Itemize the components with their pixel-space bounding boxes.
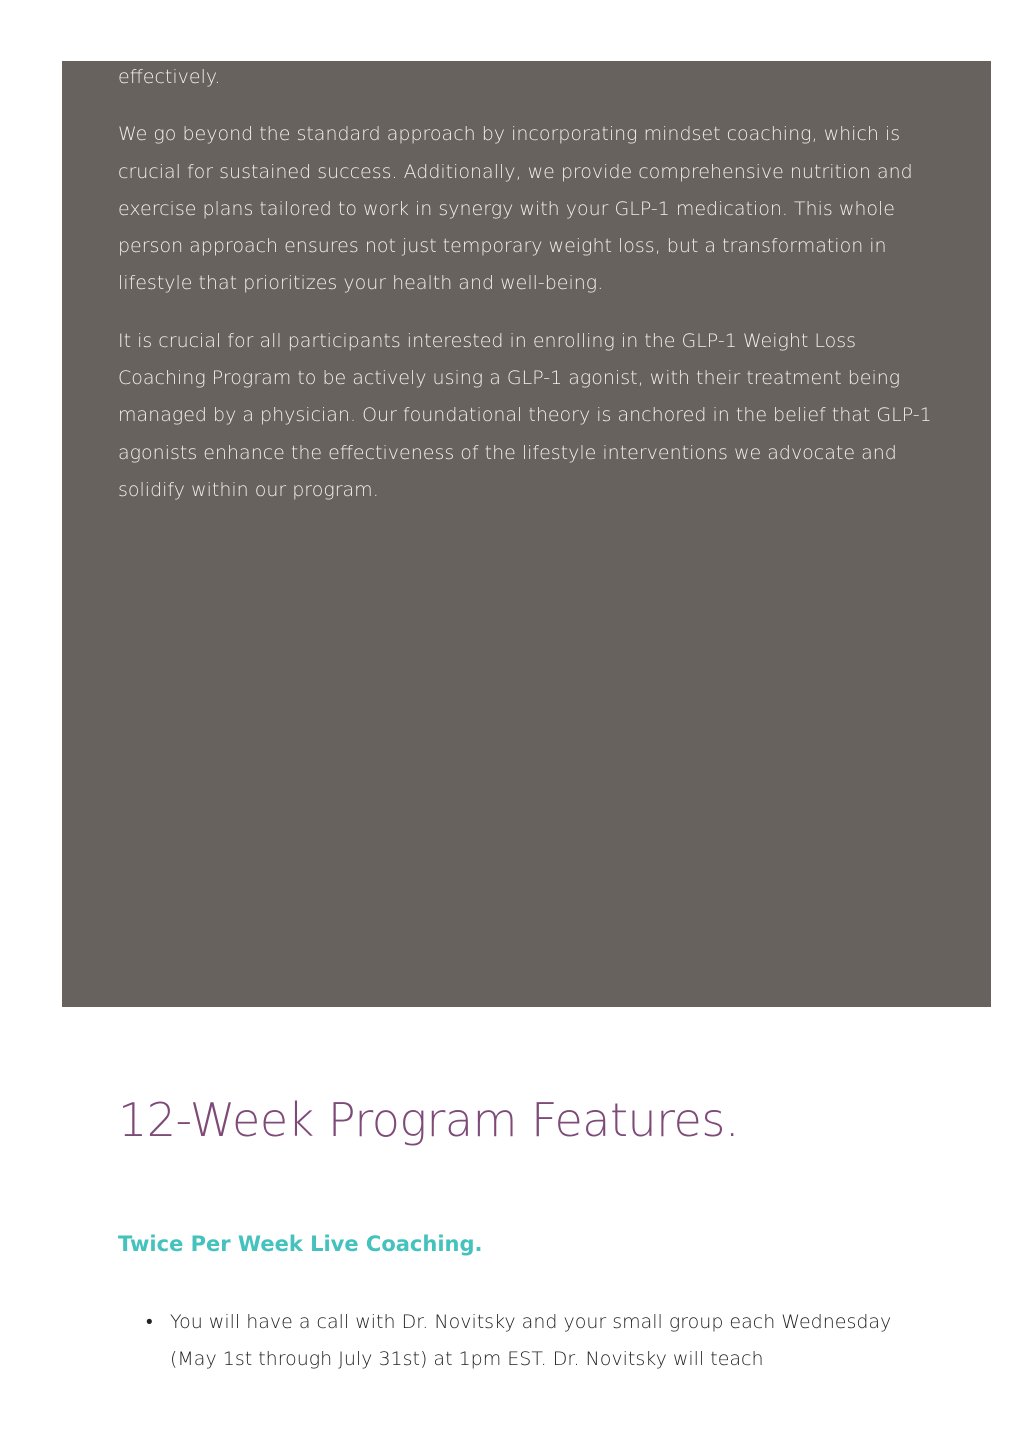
bullet-icon: • xyxy=(146,1311,153,1333)
paragraph-continued: effectively. xyxy=(118,66,221,88)
live-coaching-subheading: Twice Per Week Live Coaching. xyxy=(118,1232,483,1256)
paragraph-eligibility: It is crucial for all participants interested in enrolling in the GLP-1 Weight Loss Coaching Program to be actively using a GLP-1 agonist, with their treatment being managed by a physician. Our foundational theory is anchored in the belief that GLP-1 agonists enhance the effectiveness of the lifestyle interventions we advocate and solidify within our program. xyxy=(118,329,932,501)
list-item xyxy=(146,1304,926,1377)
features-heading: 12-Week Program Features. xyxy=(118,1093,739,1147)
list-item-text: You will have a call with Dr. Novitsky and your small group each Wednesday (May 1st through July 31st) at 1pm EST. Dr. Novitsky will teach xyxy=(170,1311,892,1370)
paragraph-mindset-coaching: We go beyond the standard approach by incorporating mindset coaching, which is crucial for sustained success. Additionally, we provide comprehensive nutrition and exercise plans tailored to work in synergy with your GLP-1 medication. This whole person approach ensures not just temporary weight loss, but a transformation in lifestyle that prioritizes your health and well-being. xyxy=(118,123,913,295)
content-panel xyxy=(62,61,991,1007)
panel-body xyxy=(118,61,938,509)
features-bullet-list xyxy=(146,1304,926,1377)
